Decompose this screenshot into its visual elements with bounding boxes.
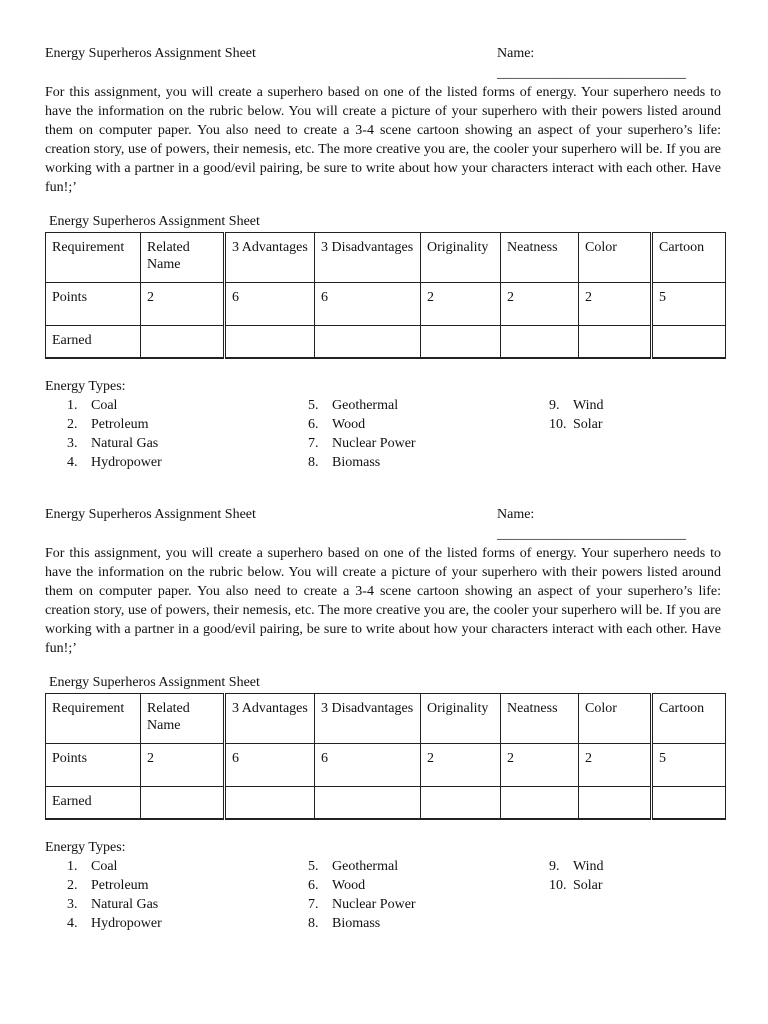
- name-field[interactable]: Name: ___________________________: [497, 46, 686, 81]
- list-label: Hydropower: [91, 916, 162, 932]
- list-label: Petroleum: [91, 878, 149, 894]
- list-label: Coal: [91, 398, 118, 414]
- list-item: [308, 434, 416, 453]
- list-label: Wood: [332, 417, 366, 433]
- table-cell: 2: [579, 283, 652, 326]
- earned-cell[interactable]: [315, 326, 421, 359]
- table-cell: Originality: [421, 694, 501, 744]
- table-cell: 2: [421, 744, 501, 787]
- table-cell: Earned: [46, 326, 141, 359]
- table-cell: Points: [46, 744, 141, 787]
- table-cell: Cartoon: [652, 694, 726, 744]
- list-number: 10.: [549, 878, 567, 894]
- earned-cell[interactable]: [652, 787, 726, 820]
- list-item: [308, 895, 416, 914]
- list-item: [549, 876, 604, 895]
- table-cell: 3 Disadvantages: [315, 694, 421, 744]
- list-label: Natural Gas: [91, 897, 159, 913]
- rubric-table: [45, 693, 726, 820]
- earned-cell[interactable]: [225, 787, 315, 820]
- sheet-header: [45, 505, 725, 542]
- earned-cell[interactable]: [579, 787, 652, 820]
- list-number: 4.: [67, 455, 78, 471]
- table-cell: 6: [315, 283, 421, 326]
- table-cell: 3 Disadvantages: [315, 233, 421, 283]
- table-cell: Neatness: [501, 233, 579, 283]
- list-number: 8.: [308, 455, 319, 471]
- list-label: Petroleum: [91, 417, 149, 433]
- list-item: [67, 396, 162, 415]
- list-number: 1.: [67, 859, 78, 875]
- earned-cell[interactable]: [501, 326, 579, 359]
- list-number: 6.: [308, 878, 319, 894]
- rubric-table: [45, 232, 726, 359]
- table-cell: Requirement: [46, 233, 141, 283]
- table-cell: 2: [421, 283, 501, 326]
- list-item: [549, 396, 604, 415]
- list-number: 5.: [308, 859, 319, 875]
- table-cell: 6: [315, 744, 421, 787]
- list-number: 3.: [67, 436, 78, 452]
- rubric-points-row: [46, 744, 726, 787]
- rubric-points-row: [46, 283, 726, 326]
- earned-cell[interactable]: [421, 326, 501, 359]
- rubric-header-row: [46, 233, 726, 283]
- list-number: 3.: [67, 897, 78, 913]
- table-cell: 2: [501, 744, 579, 787]
- list-number: 7.: [308, 897, 319, 913]
- list-number: 10.: [549, 417, 567, 433]
- list-label: Wind: [573, 398, 604, 414]
- list-label: Solar: [573, 878, 603, 894]
- list-label: Geothermal: [332, 859, 399, 875]
- table-cell: Originality: [421, 233, 501, 283]
- table-cell: Cartoon: [652, 233, 726, 283]
- list-label: Hydropower: [91, 455, 162, 471]
- list-item: [308, 876, 416, 895]
- earned-cell[interactable]: [315, 787, 421, 820]
- table-cell: Earned: [46, 787, 141, 820]
- sheet-title: Energy Superheros Assignment Sheet: [45, 507, 256, 522]
- earned-cell[interactable]: [501, 787, 579, 820]
- list-item: [308, 914, 416, 933]
- table-cell: Points: [46, 283, 141, 326]
- list-number: 7.: [308, 436, 319, 452]
- table-caption: Energy Superheros Assignment Sheet: [49, 675, 260, 691]
- table-cell: 2: [579, 744, 652, 787]
- table-cell: 2: [141, 744, 225, 787]
- list-item: [549, 857, 604, 876]
- table-cell: Neatness: [501, 694, 579, 744]
- energy-types-list: [45, 857, 725, 933]
- earned-cell[interactable]: [652, 326, 726, 359]
- earned-cell[interactable]: [141, 326, 225, 359]
- list-label: Wind: [573, 859, 604, 875]
- energy-types-list: [45, 396, 725, 472]
- table-cell: 5: [652, 744, 726, 787]
- list-number: 2.: [67, 417, 78, 433]
- list-label: Wood: [332, 878, 366, 894]
- name-field[interactable]: Name: ___________________________: [497, 507, 686, 542]
- table-cell: 2: [501, 283, 579, 326]
- table-cell: Color: [579, 694, 652, 744]
- table-cell: 5: [652, 283, 726, 326]
- list-label: Solar: [573, 417, 603, 433]
- list-number: 1.: [67, 398, 78, 414]
- list-item: [308, 857, 416, 876]
- list-item: [67, 453, 162, 472]
- list-number: 5.: [308, 398, 319, 414]
- list-item: [67, 876, 162, 895]
- assignment-sheet: [45, 505, 725, 933]
- list-label: Biomass: [332, 916, 381, 932]
- list-label: Natural Gas: [91, 436, 159, 452]
- earned-cell[interactable]: [579, 326, 652, 359]
- list-number: 4.: [67, 916, 78, 932]
- list-item: [308, 396, 416, 415]
- list-number: 9.: [549, 859, 560, 875]
- rubric-earned-row: [46, 787, 726, 820]
- list-item: [308, 453, 416, 472]
- earned-cell[interactable]: [141, 787, 225, 820]
- energy-types-label: Energy Types:: [45, 379, 126, 395]
- list-label: Biomass: [332, 455, 381, 471]
- energy-types-label: Energy Types:: [45, 840, 126, 856]
- table-cell: Related Name: [141, 694, 225, 744]
- list-label: Coal: [91, 859, 118, 875]
- table-cell: 6: [225, 283, 315, 326]
- list-number: 9.: [549, 398, 560, 414]
- list-item: [67, 914, 162, 933]
- table-cell: Requirement: [46, 694, 141, 744]
- earned-cell[interactable]: [421, 787, 501, 820]
- list-number: 2.: [67, 878, 78, 894]
- list-label: Geothermal: [332, 398, 399, 414]
- table-cell: 2: [141, 283, 225, 326]
- list-item: [549, 415, 604, 434]
- list-number: 6.: [308, 417, 319, 433]
- earned-cell[interactable]: [225, 326, 315, 359]
- sheet-title: Energy Superheros Assignment Sheet: [45, 46, 256, 61]
- list-item: [308, 415, 416, 434]
- table-cell: 3 Advantages: [225, 694, 315, 744]
- sheet-header: [45, 44, 725, 81]
- table-caption: Energy Superheros Assignment Sheet: [49, 214, 260, 230]
- list-number: 8.: [308, 916, 319, 932]
- rubric-header-row: [46, 694, 726, 744]
- rubric-earned-row: [46, 326, 726, 359]
- list-label: Nuclear Power: [332, 436, 416, 452]
- assignment-sheet: [45, 44, 725, 472]
- list-item: [67, 415, 162, 434]
- table-cell: Color: [579, 233, 652, 283]
- list-item: [67, 434, 162, 453]
- list-label: Nuclear Power: [332, 897, 416, 913]
- instructions-paragraph: For this assignment, you will create a superhero based on one of the listed forms of energy. Your superhero needs to have the information on the rubric below. You will create a picture of your superhero with their powers listed around them on computer paper. You also need to create a 3-4 scene cartoon showing an aspect of your superhero’s life: creation story, use of powers, their nemesis, etc. The more creative you are, the cooler your superhero will be. If you are working with a partner in a good/evil pairing, be sure to write about how your characters interact with each other. Have fun!;’: [45, 546, 721, 656]
- table-cell: Related Name: [141, 233, 225, 283]
- table-cell: 3 Advantages: [225, 233, 315, 283]
- instructions-paragraph: For this assignment, you will create a superhero based on one of the listed forms of energy. Your superhero needs to have the information on the rubric below. You will create a picture of your superhero with their powers listed around them on computer paper. You also need to create a 3-4 scene cartoon showing an aspect of your superhero’s life: creation story, use of powers, their nemesis, etc. The more creative you are, the cooler your superhero will be. If you are working with a partner in a good/evil pairing, be sure to write about how your characters interact with each other. Have fun!;’: [45, 85, 721, 195]
- table-cell: 6: [225, 744, 315, 787]
- list-item: [67, 895, 162, 914]
- list-item: [67, 857, 162, 876]
